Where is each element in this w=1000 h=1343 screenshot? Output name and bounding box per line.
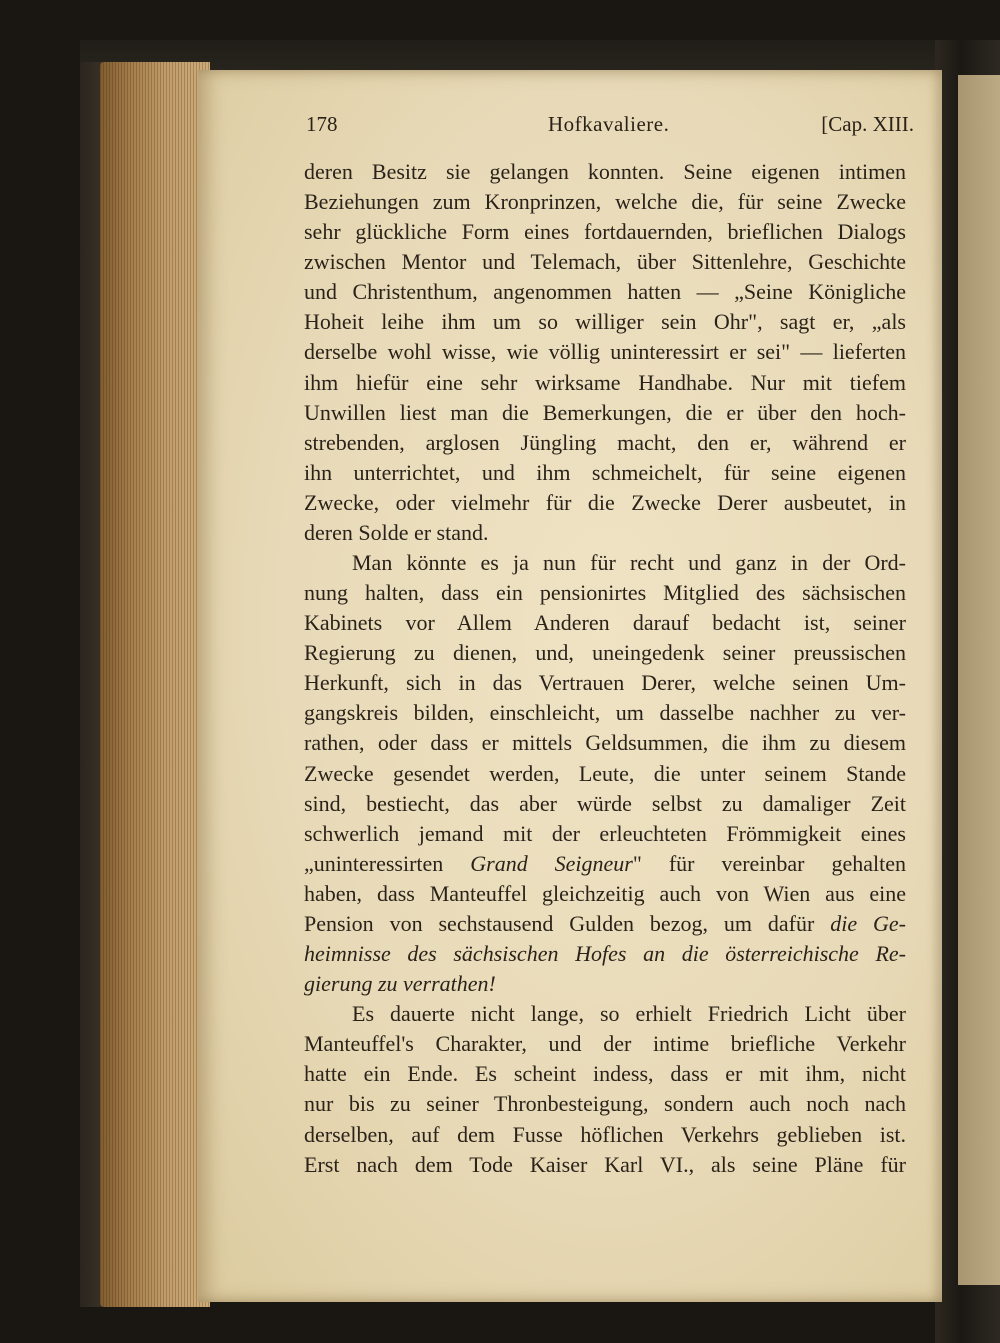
text-line-with-italic (304, 849, 906, 879)
text-line: rathen, oder dass er mittels Geldsummen, die ihm zu diesem (304, 730, 906, 756)
chapter-label: [Cap. XIII. (821, 112, 914, 136)
text-line: Hoheit leihe ihm um so williger sein Ohr", sagt er, „als (304, 309, 906, 335)
text-line: Erst nach dem Tode Kaiser Karl VI., als seine Pläne für (304, 1151, 906, 1177)
text-line: hatte ein Ende. Es scheint indess, dass er mit ihm, nicht (304, 1061, 906, 1087)
text-line: Manteuffel's Charakter, und der intime briefliche Verkehr (304, 1031, 906, 1057)
text-fragment: " für vereinbar gehalten (632, 850, 906, 876)
italic-fragment: Grand Seigneur (470, 850, 633, 876)
text-line: ihm hiefür eine sehr wirksame Handhabe. Nur mit tiefem (304, 369, 906, 395)
text-line: Kabinets vor Allem Anderen darauf bedacht ist, seiner (304, 610, 906, 636)
text-line-with-italic (304, 909, 906, 939)
text-fragment: „uninteressirten (304, 850, 471, 876)
text-line: Zwecke gesendet werden, Leute, die unter seinem Stande (304, 760, 906, 786)
text-line: Unwillen liest man die Bemerkungen, die er über den hoch- (304, 399, 906, 425)
text-line: Regierung zu dienen, und, uneingedenk seiner preussischen (304, 640, 906, 666)
italic-fragment: heimnisse des sächsischen Hofes an die österreichische Re- (304, 941, 906, 967)
running-title: Hofkavaliere. (548, 112, 670, 136)
body-text (304, 157, 906, 1180)
paragraph-end-line: deren Solde er stand. (304, 519, 489, 545)
text-line: nur bis zu seiner Thronbesteigung, sondern auch noch nach (304, 1091, 906, 1117)
text-line: derselben, auf dem Fusse höflichen Verkehrs geblieben ist. (304, 1121, 906, 1147)
facing-page-edge (958, 75, 1000, 1285)
text-line: derselbe wohl wisse, wie völlig uninteressirt er sei" — lieferten (304, 339, 906, 365)
text-line: Zwecke, oder vielmehr für die Zwecke Derer ausbeutet, in (304, 489, 906, 515)
text-line: nung halten, dass ein pensionirtes Mitglied des sächsischen (304, 580, 906, 606)
italic-fragment: gierung zu verrathen! (304, 971, 496, 997)
text-line: und Christenthum, angenommen hatten — „Seine Königliche (304, 279, 906, 305)
italic-fragment: die Ge- (830, 910, 906, 936)
text-line: sehr glückliche Form eines fortdauernden, brieflichen Dialogs (304, 219, 906, 245)
text-line: zwischen Mentor und Telemach, über Sittenlehre, Geschichte (304, 249, 906, 275)
text-line: ihn unterrichtet, und ihm schmeichelt, für seine eigenen (304, 459, 906, 485)
italic-line (304, 939, 906, 969)
text-line: haben, dass Manteuffel gleichzeitig auch von Wien aus eine (304, 880, 906, 906)
text-line: sind, bestiecht, das aber würde selbst zu damaliger Zeit (304, 790, 906, 816)
page-edges-stack (100, 62, 210, 1307)
page-number: 178 (306, 112, 338, 136)
paragraph-start-line: Man könnte es ja nun für recht und ganz in der Ord- (352, 550, 906, 576)
text-line: gangskreis bilden, einschleicht, um dasselbe nachher zu ver- (304, 700, 906, 726)
text-fragment: Pension von sechstausend Gulden bezog, um dafür (304, 910, 831, 936)
italic-paragraph-end-line (304, 969, 906, 999)
paragraph-start-line: Es dauerte nicht lange, so erhielt Friedrich Licht über (352, 1001, 906, 1027)
text-line: strebenden, arglosen Jüngling macht, den er, während er (304, 429, 906, 455)
text-line: Herkunft, sich in das Vertrauen Derer, welche seinen Um- (304, 670, 906, 696)
text-line: Beziehungen zum Kronprinzen, welche die, für seine Zwecke (304, 189, 906, 215)
text-line: schwerlich jemand mit der erleuchteten Frömmigkeit eines (304, 820, 906, 846)
text-line: deren Besitz sie gelangen konnten. Seine eigenen intimen (304, 159, 906, 184)
